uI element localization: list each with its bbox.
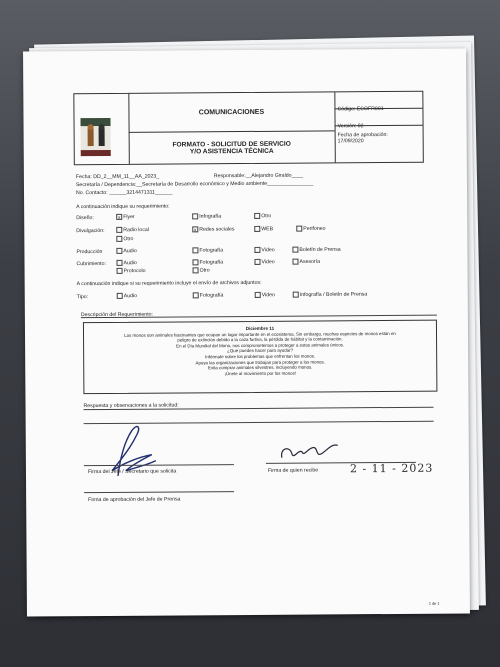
option-boletin-prod: Boletín de Prensa <box>292 246 340 253</box>
form-version: Versión: 02 <box>337 123 364 130</box>
checkbox-foto-prod[interactable] <box>192 247 198 253</box>
option-video-prod: Video <box>254 247 274 254</box>
option-foto-file: Fotografía <box>193 292 224 299</box>
checkbox-video-prod[interactable] <box>254 247 260 253</box>
option-perifoneo: Perifoneo <box>296 225 325 232</box>
option-infografia: Infografía <box>192 213 221 220</box>
option-protocolo-cov: Protocolo <box>117 268 146 275</box>
option-foto-prod: Fotografía <box>192 247 223 254</box>
header-subtitle-2: Y/O ASISTENCIA TÉCNICA <box>189 147 274 155</box>
option-video-cov: Video <box>254 259 274 266</box>
checkbox-flyer[interactable]: x <box>117 214 121 221</box>
option-infografia-file: Infografía / Boletín de Prensa <box>293 291 368 298</box>
checkbox-perifoneo[interactable] <box>296 226 302 232</box>
description-line-3: peligro de extinción debido a la caza furtiva, la pérdida de hábitat y la contaminación. <box>177 336 343 343</box>
option-otro-divulgation: Otro <box>116 236 133 242</box>
checkbox-asesoria-cov[interactable] <box>292 259 298 265</box>
checkbox-audio-file[interactable] <box>117 293 123 299</box>
description-line-8: Evita comprar animales silvestres, incluyendo monos. <box>207 364 313 371</box>
form-header <box>73 91 423 165</box>
description-line-1: Diciembre 11 <box>245 325 275 332</box>
description-line-9: ¡Únete al movimiento por los monos! <box>224 370 297 376</box>
checkbox-video-cov[interactable] <box>254 259 260 265</box>
option-radio: Radio local <box>116 227 149 234</box>
description-box <box>83 320 437 394</box>
design-label: Diseño: <box>76 215 94 222</box>
responsible-field: Responsable:__Alejandro Giraldo____ <box>213 172 304 180</box>
option-video-file: Video <box>255 292 275 299</box>
checkbox-foto-cov[interactable] <box>192 259 198 265</box>
approval-date: 17/09/2020 <box>337 138 364 145</box>
observations-label: Respuesta y observaciones a la solicitud: <box>83 402 179 410</box>
checkbox-web[interactable] <box>254 226 260 232</box>
date-field: Fecha: DD_2__MM_11__AA_2023_ <box>75 173 160 181</box>
checkbox-redes[interactable]: x <box>194 227 197 234</box>
department-field: Secretaría / Dependencia:__Secretaría de Desarrollo económico y Medio ambiente________________ <box>75 180 314 189</box>
header-subtitle-1: FORMATO - SOLICITUD DE SERVICIO <box>172 140 291 149</box>
checkbox-otro-divulgation[interactable] <box>116 236 122 242</box>
option-flyer: x Flyer <box>117 214 135 221</box>
option-redes: x Redes sociales <box>194 226 235 234</box>
files-intro: A continuación indique si su requerimiento incluye el envío de archivos adjuntos: <box>76 279 262 288</box>
description-line-4: En el Día Mundial del Mono, nos comprometemos a proteger a estos animales únicos. <box>176 342 345 349</box>
requirements-intro: A continuación indique su requerimiento: <box>76 203 170 211</box>
form-sheet <box>23 48 470 616</box>
handwritten-date: 2 - 11 - 2023 <box>349 461 434 476</box>
description-line-7: Apoya las organizaciones que trabajan para proteger a los monos. <box>195 359 325 365</box>
checkbox-boletin-prod[interactable] <box>292 247 298 253</box>
contact-field: No. Contacto: ______3214471311______ <box>76 189 173 197</box>
option-audio-file: Audio <box>117 293 137 300</box>
approval-signature-label: Firma de aprobación del Jefe de Prensa <box>88 496 181 504</box>
checkbox-otro-design[interactable] <box>254 213 260 219</box>
option-web: WEB <box>254 226 273 233</box>
description-line-2: Los monos son animales fascinantes que ocupan un lugar importante en el ecosistema. Sin embargo, muchas especies de monos están en <box>124 330 396 338</box>
checkbox-protocolo-cov[interactable] <box>117 268 123 274</box>
option-otro-design: Otro <box>254 213 271 219</box>
approval-date-label: Fecha de aprobación: <box>337 132 388 139</box>
description-label: Descripción del Requerimiento: <box>80 311 153 319</box>
option-asesoria-cov: Asesoría <box>292 258 320 265</box>
header-title: COMUNICACIONES <box>198 108 265 116</box>
coverage-label: Cubrimiento: <box>76 260 106 268</box>
page-number: 1 de 1 <box>428 601 440 606</box>
coat-of-arms-icon <box>74 94 128 164</box>
option-audio-cov: Audio <box>116 260 136 267</box>
approval-signature-line <box>84 491 234 493</box>
checkbox-audio-cov[interactable] <box>116 260 122 266</box>
signature-left-label: Firma del Jefe / Secretario que solicita <box>87 468 177 476</box>
header-title-block <box>128 92 335 163</box>
checkbox-foto-file[interactable] <box>193 292 199 298</box>
files-type-label: Tipo: <box>76 294 89 301</box>
form-code: Código: ECOFR001 <box>337 106 384 113</box>
option-foto-cov: Fotografía <box>192 259 223 266</box>
description-line-6: Infórmate sobre los problemas que enfrentan los monos. <box>205 353 316 360</box>
divulgation-label: Divulgación: <box>76 227 105 235</box>
header-meta <box>334 92 422 163</box>
checkbox-radio[interactable] <box>116 227 122 233</box>
checkbox-video-file[interactable] <box>255 292 261 298</box>
checkbox-infografia[interactable] <box>192 213 198 219</box>
option-otro-cov: Otro <box>193 267 210 273</box>
checkbox-infografia-file[interactable] <box>293 292 299 298</box>
checkbox-audio-prod[interactable] <box>116 248 122 254</box>
description-line-5: ¿Qué puedes hacer para ayudar? <box>227 348 294 354</box>
production-label: Producción <box>76 249 103 256</box>
checkbox-otro-cov[interactable] <box>193 267 199 273</box>
option-audio-prod: Audio <box>116 248 136 255</box>
signature-right-label: Firma de quien recibe <box>267 467 319 474</box>
municipal-logo <box>74 94 129 164</box>
